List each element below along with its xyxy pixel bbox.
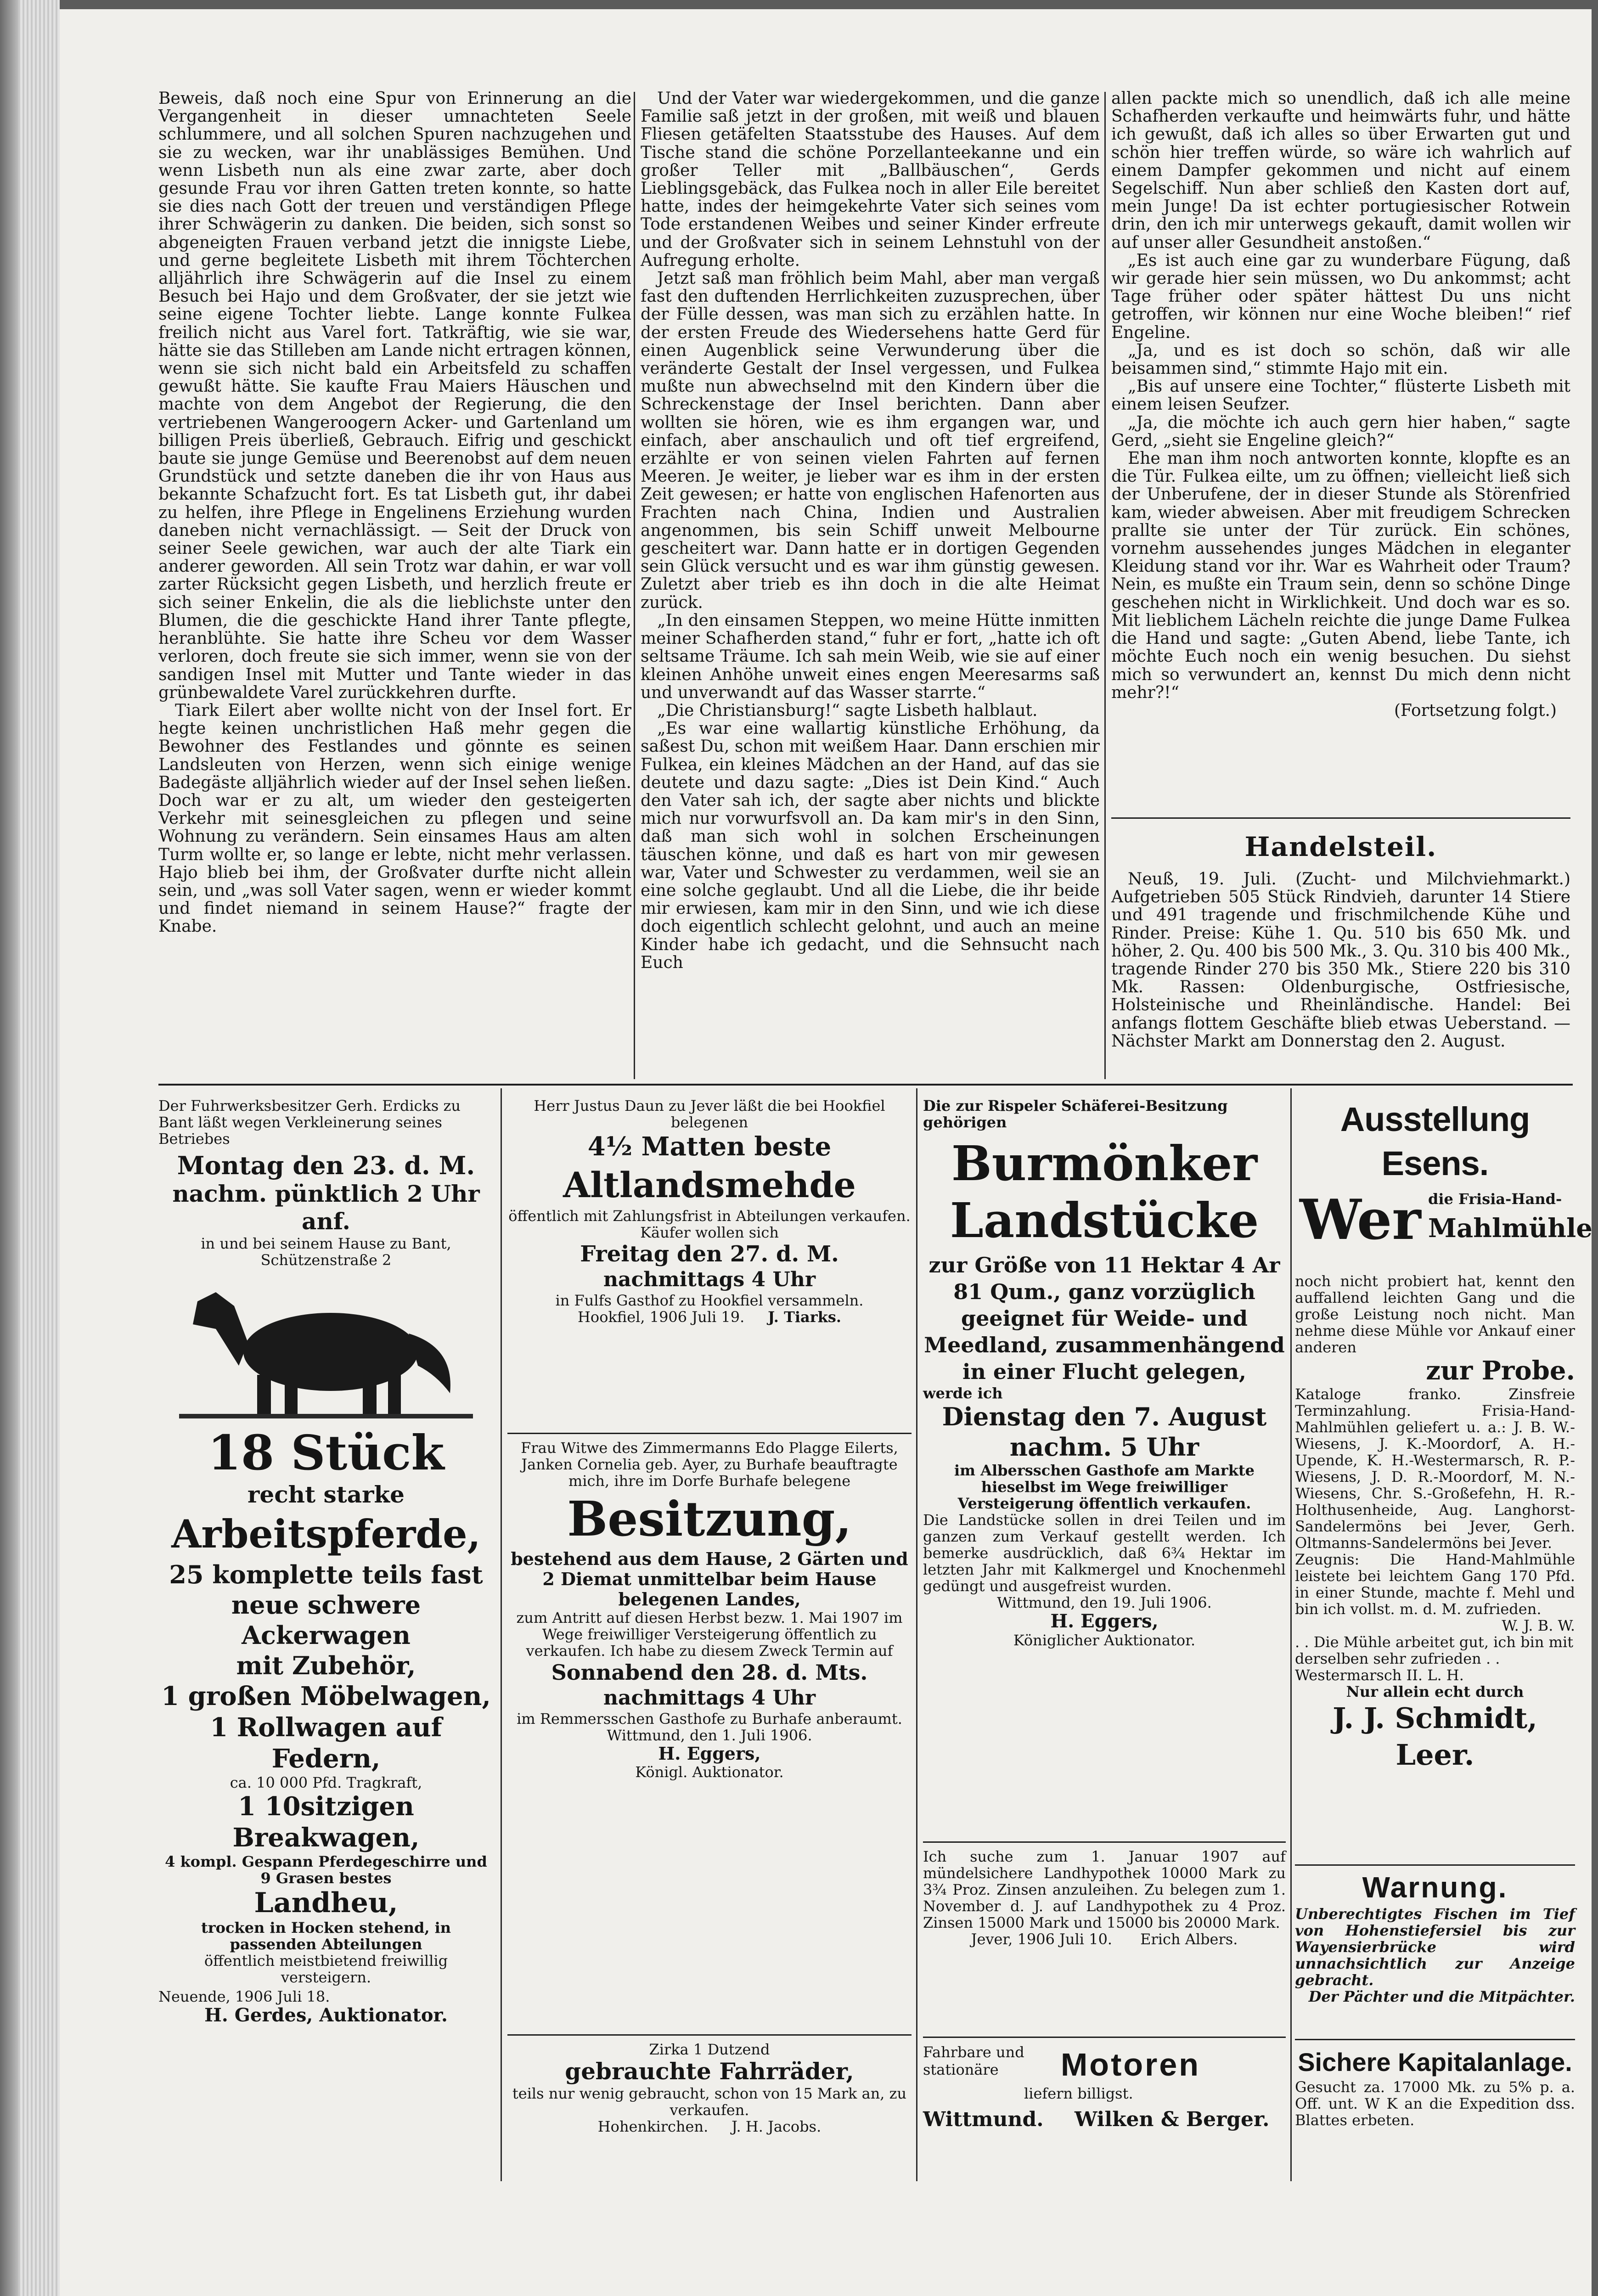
newspaper-page [60,9,1592,2296]
advert-firm: Wilken & Berger. [1075,2108,1270,2131]
paragraph: Jetzt saß man fröhlich beim Mahl, aber man vergaß fast den duftenden Herrlichkeiten zuzusprechen, über der Fülle dessen, was man sich zu erzählen hatte. In der ersten Freude des Wiedersehens hatte Gerd für einen Augenblick seine Verwunderung über die veränderte Gestalt der Insel vergessen, und Fulkea mußte nun abwechselnd mit den Kindern über die Schreckenstage der Insel berichten. Dann aber wollten sie hören, wie es ihm ergangen war, und einfach, aber anschaulich und oft tief ergreifend, erzählte er von seinen vielen Fahrten auf fernen Meeren. Je weiter, je lieber war es ihm in der ersten Zeit gewesen; er hatte von englischen Hafenorten aus Frachten nach China, Indien und Australien angenommen, bis sein Schiff unweit Melbourne gescheitert war. Dann hatte er in dortigen Gegenden sein Glück versucht und es war ihm günstig gewesen. Zuletzt aber trieb es ihn doch in die alte Heimat zurück. [641,269,1100,612]
advert-title: Besitzung, [567,1491,852,1547]
advert-title: Ausstellung Esens. [1340,1100,1530,1182]
advert-footer-name: J. H. Jacobs. [731,2118,822,2135]
advert-detail: zur Größe von 11 Hektar 4 Ar 81 Qum., ganz vorzüglich geeignet für Weide- und Meedland, zusammenhängend in einer Flucht gelegen, [924,1253,1285,1384]
advert-place: Wittmund. [923,2108,1044,2131]
advert-line: öffentlich meistbietend freiwillig versteigern. [204,1952,448,1986]
advert-wer: Wer [1300,1187,1421,1252]
advert-only: Nur allein echt durch [1346,1683,1524,1700]
advert-title: Altlandsmehde [563,1165,856,1205]
story-column-1 [158,90,631,936]
handelsteil-heading: Handelsteil. [1244,831,1437,862]
advert-line: 4 kompl. Gespann Pferdegeschirre und 9 Grasen bestes [165,1853,487,1887]
advert-intro: Frau Witwe des Zimmermanns Edo Plagge Eilerts, Janken Cornelia geb. Ayer, zu Burhafe beauftragte mich, ihre im Dorfe Burhafe belegene [521,1439,898,1490]
paragraph: allen packte mich so unendlich, daß ich alle meine Schafherden verkaufte und heimwärts fuhr, und hätte ich gewußt, daß ich alles so über Erwarten gut und schön hier treffen würde, so wäre ich wahrlich auf einem Dampfer gekommen und nicht auf einem Segelschiff. Nun aber schließ den Kasten dort auf, mein Junge! Da ist echter portugiesischer Rotwein drin, den ich mir unterwegs gekauft, damit wollen wir auf unser aller Gesundheit anstoßen.“ [1111,89,1570,252]
advert-footer-place: Jever, 1906 Juli 10. [971,1930,1113,1948]
advert-footer [507,2118,912,2135]
advert-date: Freitag den 27. d. M. [580,1241,839,1267]
advert-count: 18 Stück [208,1424,445,1481]
advert-time: nachmittags 4 Uhr [603,1686,816,1710]
advert-title: Landstücke [950,1192,1259,1249]
advert-intro: Zirka 1 Dutzend [649,2041,770,2058]
horse-illustration [179,1274,473,1421]
section-rule [1111,817,1570,819]
advert-count: 4½ Matten beste [587,1131,832,1162]
advert-hypothek [923,1848,1286,1947]
advert-body: öffentlich mit Zahlungsfrist in Abteilungen verkaufen. Käufer wollen sich [508,1207,911,1241]
advert-time: nachm. 5 Uhr [1009,1432,1199,1462]
paragraph: „Es ist auch eine gar zu wunderbare Fügung, daß wir gerade hier sein müssen, wo Du ankommst; acht Tage früher oder später hättest Du uns nicht getroffen, wir können nur eine Woche bleiben!“ rief Engeline. [1111,251,1570,342]
advert-line: 1 10sitzigen Breakwagen, [232,1791,420,1853]
advert-rule [916,1088,917,2181]
advert-intro: Die zur Rispeler Schäferei-Besitzung gehörigen [923,1097,1228,1131]
column-rule [634,92,635,1079]
scan-edge [0,0,18,2296]
paragraph: Ehe man ihm noch antworten konnte, klopfte es an die Tür. Fulkea eilte, um zu öffnen; vielleicht ließ sich der Unberufene, der in dieser Stunde als Störenfried kam, wieder abweisen. Aber mit freudigem Schrecken prallte sie unter der Tür zurück. Ein schönes, vornehm aussehendes junges Mädchen in eleganter Kleidung stand vor ihr. War es Wahrheit oder Traum? Nein, es mußte ein Traum sein, denn so schöne Dinge geschehen nicht in Wirklichkeit. Und doch war es so. Mit lieblichem Lächeln reichte die junge Dame Fulkea die Hand und sagte: „Guten Abend, liebe Tante, ich möchte Euch noch ein wenig besuchen. Du siehst mich so verwundert an, kennst Du mich denn nicht mehr?!“ [1111,449,1570,702]
story-column-3 [1111,90,1570,720]
advert-kapital [1295,2046,1575,2128]
paragraph: „Die Christiansburg!“ sagte Lisbeth halblaut. [657,701,1038,720]
advert-quality: recht starke [248,1481,405,1508]
advert-divider [923,2037,1286,2038]
advert-pre: Fahrbare und stationäre [923,2043,1024,2078]
advert-werde: werde ich [923,1384,1003,1402]
advert-product: Mahlmühle [1428,1213,1592,1244]
advert-footer-title: Königlicher Auktionator. [1013,1632,1196,1649]
paragraph: Und der Vater war wiedergekommen, und die ganze Familie saß jetzt in der großen, mit weiß und blauen Fliesen getäfelten Staatsstube des Hauses. Auf dem Tische stand die schöne Porzellanteekanne und ein großer Teller mit „Ballbäuschen“, Gerds Lieblingsgebäck, das Fulkea noch in aller Eile bereitet hatte, indes der heimgekehrte Vater sich seines vom Tode erstandenen Weibes und seiner Kinder erfreute und der Großvater sich in seinem Lehnstuhl von der Aufregung erholte. [641,89,1100,270]
advert-rule [1290,1088,1292,2181]
advert-divider [507,1433,912,1434]
advert-body: Die Landstücke sollen in drei Teilen und im ganzen zum Verkauf gestellt werden. Ich bemerke ausdrücklich, daß 6¾ Hektar im letzten Jahr mit Kalkmergel und Knochenmehl gedüngt und ausgefreist wurden. [923,1511,1286,1595]
advert-daun [507,1097,912,1325]
advert-line: Landheu, [254,1887,398,1919]
advert-motoren [923,2043,1286,2149]
advert-line: 25 komplette teils fast [169,1560,483,1589]
paragraph: „Bis auf unsere eine Tochter,“ flüsterte Lisbeth mit einem leisen Seufzer. [1111,377,1570,414]
advert-title: Sichere Kapitalanlage. [1298,2048,1572,2077]
advert-place: im Albersschen Gasthofe am Markte hieselbst im Wege freiwilliger Versteigerung öffentlich verkaufen. [954,1462,1255,1512]
advert-zeugnis: . . Die Mühle arbeitet gut, ich bin mit derselben sehr zufrieden . . [1295,1633,1574,1667]
advert-body: Ich suche zum 1. Januar 1907 auf mündelsichere Landhypothek 10000 Mark zu 3¾ Proz. Zinsen anzuleihen. Zu belegen zum 1. November d. J. auf Landhypothek zu 4 Proz. Zinsen 15000 Mark und 15000 bis 20000 Mark. [923,1848,1286,1931]
story-column-2 [641,90,1100,972]
advert-burmoenker [923,1097,1286,1649]
advert-intro: Der Fuhrwerksbesitzer Gerh. Erdicks zu Bant läßt wegen Verkleinerung seines Betriebes [158,1097,461,1148]
advert-footer [507,1309,912,1325]
paragraph: Tiark Eilert aber wollte nicht von der Insel fort. Er hegte keinen unchristlichen Haß mehr gegen die Bewohner des Festlandes und gönnte es seinen Landsleuten von Herzen, wenn sich einige wenige Badegäste alljährlich wieder auf der Insel sehen ließen. Doch war er zu alt, um wieder den gesteigerten Verkehr mit seinesgleichen zu pflegen und seine Wohnung zu verändern. Sein einsames Haus am alten Turm wollte er, so lange er lebte, nicht mehr verlassen. Hajo blieb bei ihm, der Großvater durfte nicht allein sein, und „was soll Vater sagen, wenn er wieder kommt und findet niemand in seinem Hause?“ fragte der Knabe. [158,701,631,936]
advert-warnung [1295,1869,1575,2005]
advert-footer-title: Königl. Auktionator. [635,1763,784,1781]
column-rule [1104,92,1106,1079]
advert-fahrraeder [507,2041,912,2135]
advert-text: Gesucht za. 17000 Mk. zu 5% p. a. Off. unt. W K an die Expedition dss. Blattes erbeten. [1295,2078,1575,2129]
advert-post: liefern billigst. [1024,2085,1133,2102]
advert-date: Sonnabend den 28. d. Mts. [551,1660,868,1685]
advert-divider [1295,1864,1575,1866]
advert-title: gebrauchte Fahrräder, [565,2058,854,2085]
advert-body: noch nicht probiert hat, kennt den auffallend leichten Gang und die große Leistung noch nicht. Man nehme diese Mühle vor Ankauf einer anderen [1295,1272,1575,1356]
market-report: Neuß, 19. Juli. (Zucht- und Milchviehmarkt.) Aufgetrieben 505 Stück Rindvieh, darunter 14 Stiere und 491 tragende und frischmilchende Kühe und Rinder. Preise: Kühe 1. Qu. 510 bis 650 Mk. und höher, 2. Qu. 400 bis 500 Mk., 3. Qu. 310 bis 400 Mk., tragende Rinder 270 bis 350 Mk., Stiere 220 bis 310 Mk. Rassen: Oldenburgische, Ostfriesische, Holsteinische und Rheinländische. Handel: Bei anfangs flottem Geschäfte blieb etwas Ueberstand. — Nächster Markt am Donnerstag den 2. August. [1111,870,1570,1051]
advert-footer-name: H. Eggers, [1050,1610,1159,1632]
advert-date: Montag den 23. d. M. [177,1151,475,1180]
advert-title: Warnung. [1362,1871,1508,1904]
advert-place: in und bei seinem Hause zu Bant, Schützenstraße 2 [201,1235,451,1269]
advert-signature: Westermarsch II. L. H. [1295,1666,1464,1684]
paragraph: „Ja, und es ist doch so schön, daß wir alle beisammen sind,“ stimmte Hajo mit ein. [1111,341,1570,378]
paragraph: „In den einsamen Steppen, wo meine Hütte inmitten meiner Schafherden stand,“ fuhr er fort, „hatte ich oft seltsame Träume. Ich sah mein Weib, wie sie auf einer kleinen Anhöhe unweit eines engen Meeresarms saß und unverwandt auf das Wasser starrte.“ [641,611,1100,702]
advert-line: mit Zubehör, [236,1651,416,1680]
advert-footer-place: Wittmund, den 1. Juli 1906. [607,1727,812,1744]
paragraph: „Es war eine wallartig künstliche Erhöhung, da saßest Du, schon mit weißem Haar. Dann erschien mir Fulkea, ein kleines Mädchen an der Hand, auf das sie deutete und dazu sagte: „Dies ist Dein Kind.“ Auch den Vater sah ich, der sagte aber nichts und blickte mich nur vorwurfsvoll an. Da kam mir's in den Sinn, daß man sich wohl in solchen Erscheinungen täuschen könne, und daß es hart von mir gewesen war, Vater und Schwester zu verdammen, weil sie an eine solche geglaubt. Und all die Liebe, die ihr beide mir erwiesen, kam mir in den Sinn, und wie ich diese doch eigentlich schlecht gelohnt, und auch an meine Kinder habe ich gedacht, und die Sehnsucht nach Euch [641,719,1100,972]
advert-footer-name: Erich Albers. [1140,1930,1238,1948]
advert-title: Burmönker [951,1135,1258,1192]
advert-item: Arbeitspferde, [171,1511,481,1557]
advert-divider [1295,2039,1575,2040]
advert-gerdes [158,1097,494,2026]
advert-zeugnis: Zeugnis: Die Hand-Mahlmühle leistete bei leichtem Gang 170 Pfd. in einer Stunde, machte f. Mehl und bin ich vollst. m. d. M. zufrieden. [1295,1551,1575,1618]
advert-body2: Kataloge franko. Zinsfreie Terminzahlung. Frisia-Hand-Mahlmühlen geliefert u. a.: J. B. W.-Wiesens, J. K.-Moordorf, A. H.-Upende, K. H.-Westermarsch, R. P.-Wiesens, J. D. R.-Moordorf, M. N.-Wiesens, Chr. S.-Großefehn, H. R.-Holthusenheide, Aug. Langhorst-Sandelermöns bei Jever, Gerh. Oltmanns-Sandelermöns bei Jever. [1295,1385,1575,1552]
advert-line: 1 großen Möbelwagen, [161,1681,491,1711]
advert-footer [923,1931,1286,1947]
advert-signature: W. J. B. W. [1502,1617,1575,1634]
advert-footer-name: J. Tiarks. [768,1308,841,1326]
advert-ausstellung [1295,1097,1592,1773]
advert-text: Unberechtigtes Fischen im Tief von Hohenstiefersiel bis zur Wayensierbrücke wird unnachsichtlich zur Anzeige gebracht. [1295,1905,1575,1989]
advert-footer-name: H. Gerdes, Auktionator. [204,2004,448,2026]
advert-line: trocken in Hocken stehend, in passenden Abteilungen [201,1919,451,1953]
advert-place: in Fulfs Gasthof zu Hookfiel versammeln. [555,1292,864,1309]
advert-section-rule [158,1084,1573,1086]
advert-detail: bestehend aus dem Hause, 2 Gärten und 2 Diemat unmittelbar beim Hause belegenen Landes, [511,1548,908,1609]
advert-intro: die Frisia-Hand- [1428,1190,1562,1208]
advert-divider [923,1841,1286,1843]
advert-place: im Remmersschen Gasthofe zu Burhafe anberaumt. [517,1710,902,1728]
adjacent-page-edge [18,0,60,2296]
advert-footer-name: H. Eggers, [658,1743,761,1764]
horse-icon [158,1274,494,1425]
continued-note: (Fortsetzung folgt.) [1394,701,1557,720]
advert-title: Motoren [1061,2047,1201,2082]
advert-footer-place: Neuende, 1906 Juli 18. [158,1988,330,2005]
advert-probe: zur Probe. [1426,1356,1575,1386]
advert-divider [507,2034,912,2036]
advert-body: teils nur wenig gebraucht, schon von 15 Mark an, zu verkaufen. [512,2085,907,2119]
handelsteil-text [1111,870,1570,1050]
advert-footer-place: Wittmund, den 19. Juli 1906. [997,1594,1212,1611]
advert-time: nachmittags 4 Uhr [603,1268,816,1291]
advert-rule [501,1088,502,2181]
advert-footer-place: Hohenkirchen. [597,2118,709,2135]
advert-body: zum Antritt auf diesen Herbst bezw. 1. Mai 1907 im Wege freiwilliger Versteigerung öffentlich zu verkaufen. Ich habe zu diesem Zweck Termin auf [516,1609,903,1660]
advert-date: Dienstag den 7. August [942,1402,1267,1431]
advert-sign: Der Pächter und die Mitpächter. [1308,1988,1575,2005]
advert-line: neue schwere Ackerwagen [231,1590,421,1650]
advert-line: 1 Rollwagen auf Federn, [210,1712,442,1774]
paragraph: „Ja, die möchte ich auch gern hier haben,“ sagte Gerd, „sieht sie Engeline gleich?“ [1111,413,1570,450]
paragraph: Beweis, daß noch eine Spur von Erinnerung an die Vergangenheit in dieser umnachteten Seele schlummere, und all solchen Spuren nachzugehen und sie zu wecken, war ihr unablässiges Bemühen. Und wenn Lisbeth nun als eine zwar zarte, aber doch gesunde Frau vor ihren Gatten treten konnte, so hatte sie dies nach Gott der treuen und verständigen Pflege ihrer Schwägerin zu danken. Die beiden, sich sonst so abgeneigten Frauen verband jetzt die innigste Liebe, und gerne begleitete Lisbeth mit ihrem Töchterchen alljährlich ihre Schwägerin auf die Insel zu einem Besuch bei Hajo und dem Großvater, der sie jetzt wie seine eigene Tochter liebte. Lange konnte Fulkea freilich nicht aus Varel fort. Tatkräftig, wie sie war, hätte sie das Stilleben am Lande nicht ertragen können, wenn sie sich nicht bald ein Arbeitsfeld zu schaffen gewußt hätte. Sie kaufte Frau Maiers Häuschen und machte von dem Angebot der Regierung, die den vertriebenen Wangeroogern Acker- und Gartenland um billigen Preis überließ, Gebrauch. Eifrig und geschickt baute sie junge Gemüse und Beerenobst auf dem neuen Grundstück und setzte daneben die ihr von Haus aus bekannte Schafzucht fort. Es tat Lisbeth gut, ihr dabei zu helfen, ihre Pflege in Engelinens Erziehung wurden daneben nicht vernachlässigt. — Seit der Druck von seiner Seele gewichen, war auch der alte Tiark ein anderer geworden. All sein Trotz war dahin, er war voll zarter Rücksicht gegen Lisbeth, und herzlich freute er sich seiner Enkelin, die als die lieblichste unter den Blumen, die die geschickte Hand ihrer Tante pflegte, heranblühte. Sie hatte ihre Scheu vor dem Wasser verloren, doch freute sie sich immer, wenn sie von der sandigen Insel mit Mutter und Tante wieder in das grünbewaldete Varel zurückkehren durfte. [158,89,631,702]
advert-line: ca. 10 000 Pfd. Tragkraft, [230,1774,422,1791]
advert-firm: J. J. Schmidt, Leer. [1333,1701,1537,1772]
advert-time: nachm. pünktlich 2 Uhr anf. [172,1180,480,1235]
advert-intro: Herr Justus Daun zu Jever läßt die bei Hookfiel belegenen [534,1097,885,1131]
advert-footer-place: Hookfiel, 1906 Juli 19. [578,1308,745,1326]
advert-besitzung [507,1440,912,1780]
